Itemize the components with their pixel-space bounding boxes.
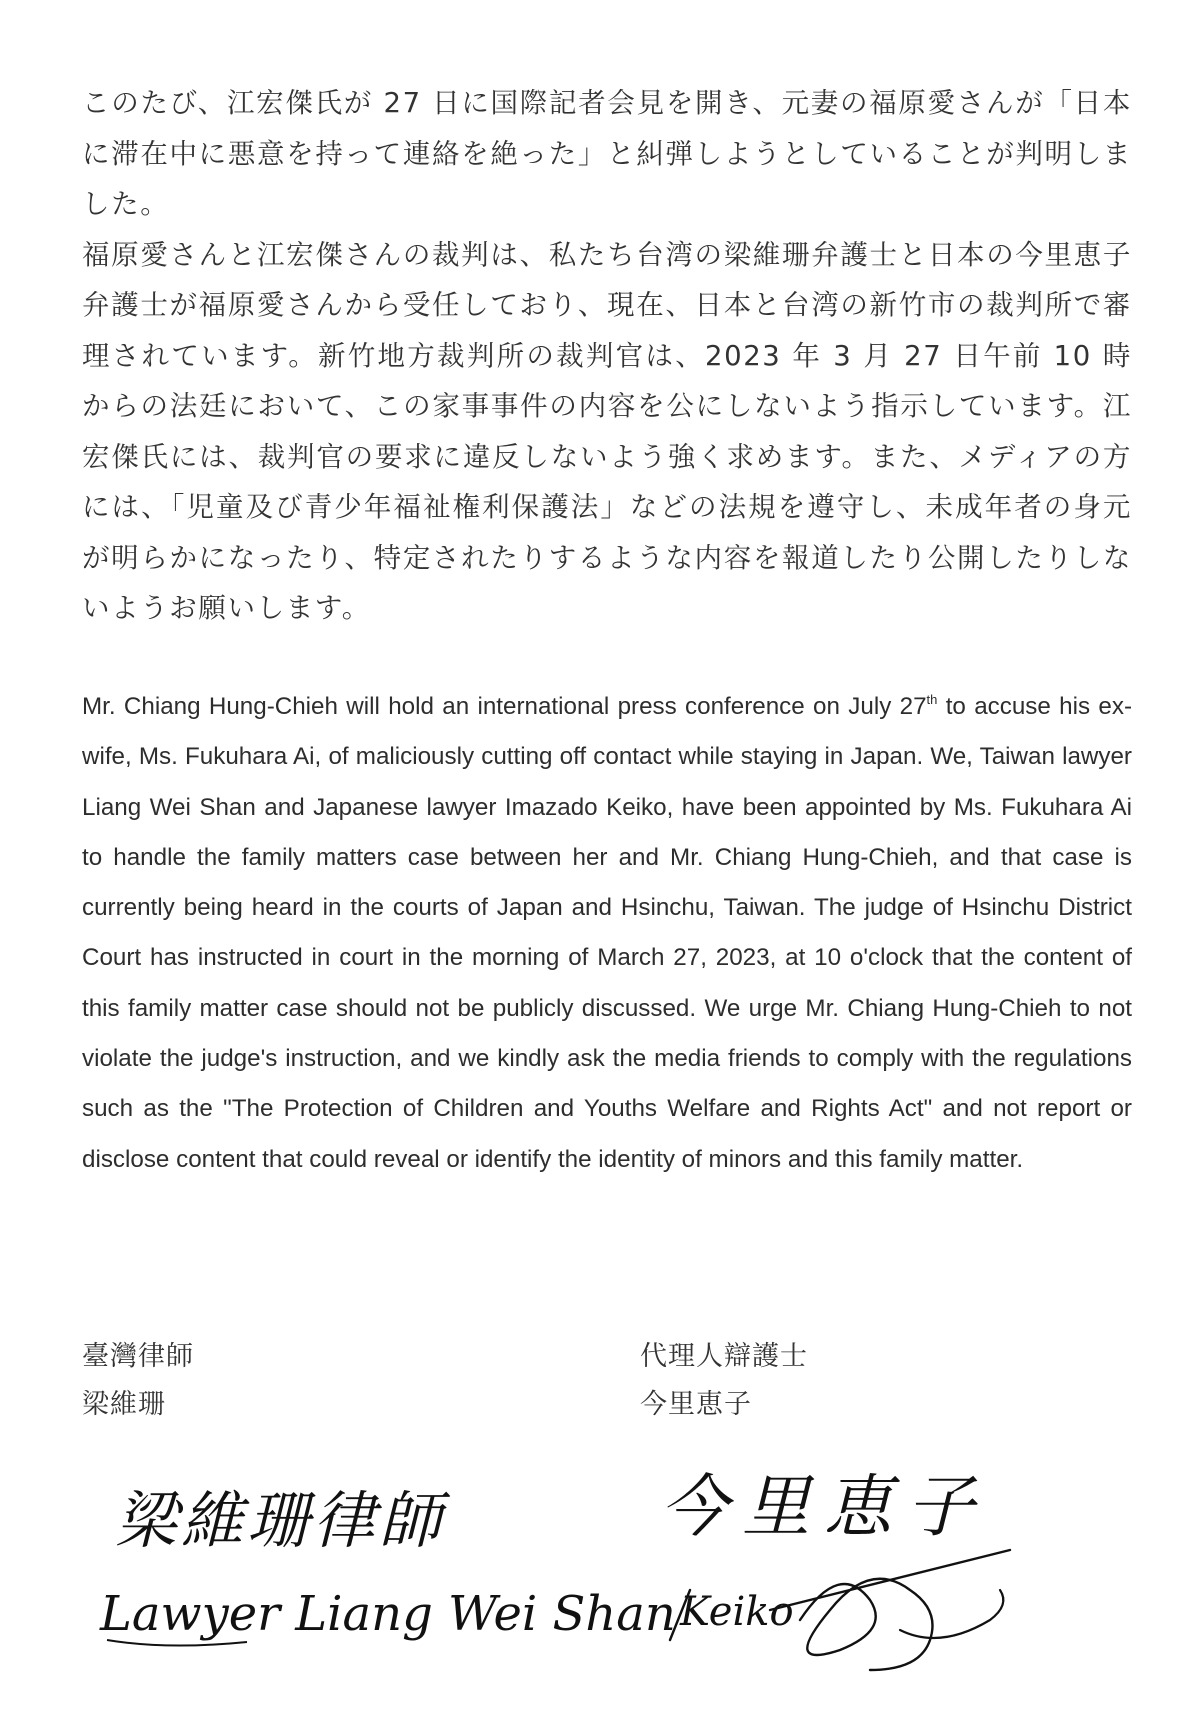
ordinal-suffix: th <box>926 692 938 707</box>
signature-romaji: Keiko <box>680 1589 794 1635</box>
jp-year: 2023 <box>705 339 782 372</box>
japanese-paragraph-1 <box>82 78 1132 230</box>
english-statement <box>82 682 1132 1185</box>
jp-text: 福原愛さんと江宏傑さんの裁判は、私たち台湾の梁維珊弁護士と日本の今里恵子弁護士が福原愛さんから受任しており、現在、日本と台湾の新竹市の裁判所で審理されています。新竹地方裁判所の裁判官は、 <box>82 238 1132 372</box>
signatory-taiwan <box>82 1333 194 1429</box>
japanese-statement <box>82 78 1132 634</box>
japanese-paragraph-2 <box>82 230 1132 634</box>
jp-text: このたび、江宏傑氏が <box>82 87 384 119</box>
signatory-title: 代理人辯護士 <box>640 1341 808 1372</box>
signatory-title: 臺灣律師 <box>82 1341 194 1372</box>
signature-liang-wei-shan <box>95 1470 676 1670</box>
signatory-japan <box>640 1333 808 1429</box>
en-text: Mr. Chiang Hung-Chieh will hold an international press conference on July 27 <box>82 693 927 720</box>
jp-hour: 10 <box>1053 339 1092 372</box>
jp-text: 月 <box>852 339 905 372</box>
jp-text: 時からの法廷において、この家事事件の内容を公にしないよう指示しています。江宏傑氏には、裁判官の要求に違反しないよう強く求めます。また、メディアの方には、「児童及び青少年福祉権利保護法」などの法規を遵守し、未成年者の身元が明らかになったり、特定されたりするような内容を報道したり公開したりしないようお願いします。 <box>82 339 1132 624</box>
signature-imazado-keiko <box>650 1460 1070 1690</box>
jp-text: 年 <box>781 339 834 372</box>
signature-japanese: 今里恵子 <box>660 1468 989 1547</box>
jp-month: 3 <box>833 339 853 372</box>
signatory-name: 今里恵子 <box>640 1389 752 1420</box>
signatory-name: 梁維珊 <box>82 1389 166 1420</box>
jp-day: 27 <box>904 339 943 372</box>
jp-text: 日午前 <box>942 339 1054 372</box>
jp-text: 日に国際記者会見を開き、元妻の福原愛さんが「日本に滞在中に悪意を持って連絡を絶った」と糾弾しようとしていることが判明しました。 <box>82 87 1132 220</box>
en-text: to accuse his ex-wife, Ms. Fukuhara Ai, of maliciously cutting off contact while staying in Japan. We, Taiwan lawyer Liang Wei Shan and Japanese lawyer Imazado Keiko, have been appointed by Ms. Fukuhara Ai to handle the family matters case between her and Mr. Chiang Hung-Chieh, and that case is currently being heard in the courts of Japan and Hsinchu, Taiwan. The judge of Hsinchu District Court has instructed in court in the morning of March 27, 2023, at 10 o'clock that the content of this family matter case should not be publicly discussed. We urge Mr. Chiang Hung-Chieh to not violate the judge's instruction, and we kindly ask the media friends to comply with the regulations such as the "The Protection of Children and Youths Welfare and Rights Act" and not report or disclose content that could reveal or identify the identity of minors and this family matter. <box>82 693 1133 1173</box>
signature-english: Lawyer Liang Wei Shan <box>100 1586 676 1642</box>
signature-chinese: 梁維珊律師 <box>115 1484 446 1557</box>
jp-date-number: 27 <box>383 87 422 119</box>
